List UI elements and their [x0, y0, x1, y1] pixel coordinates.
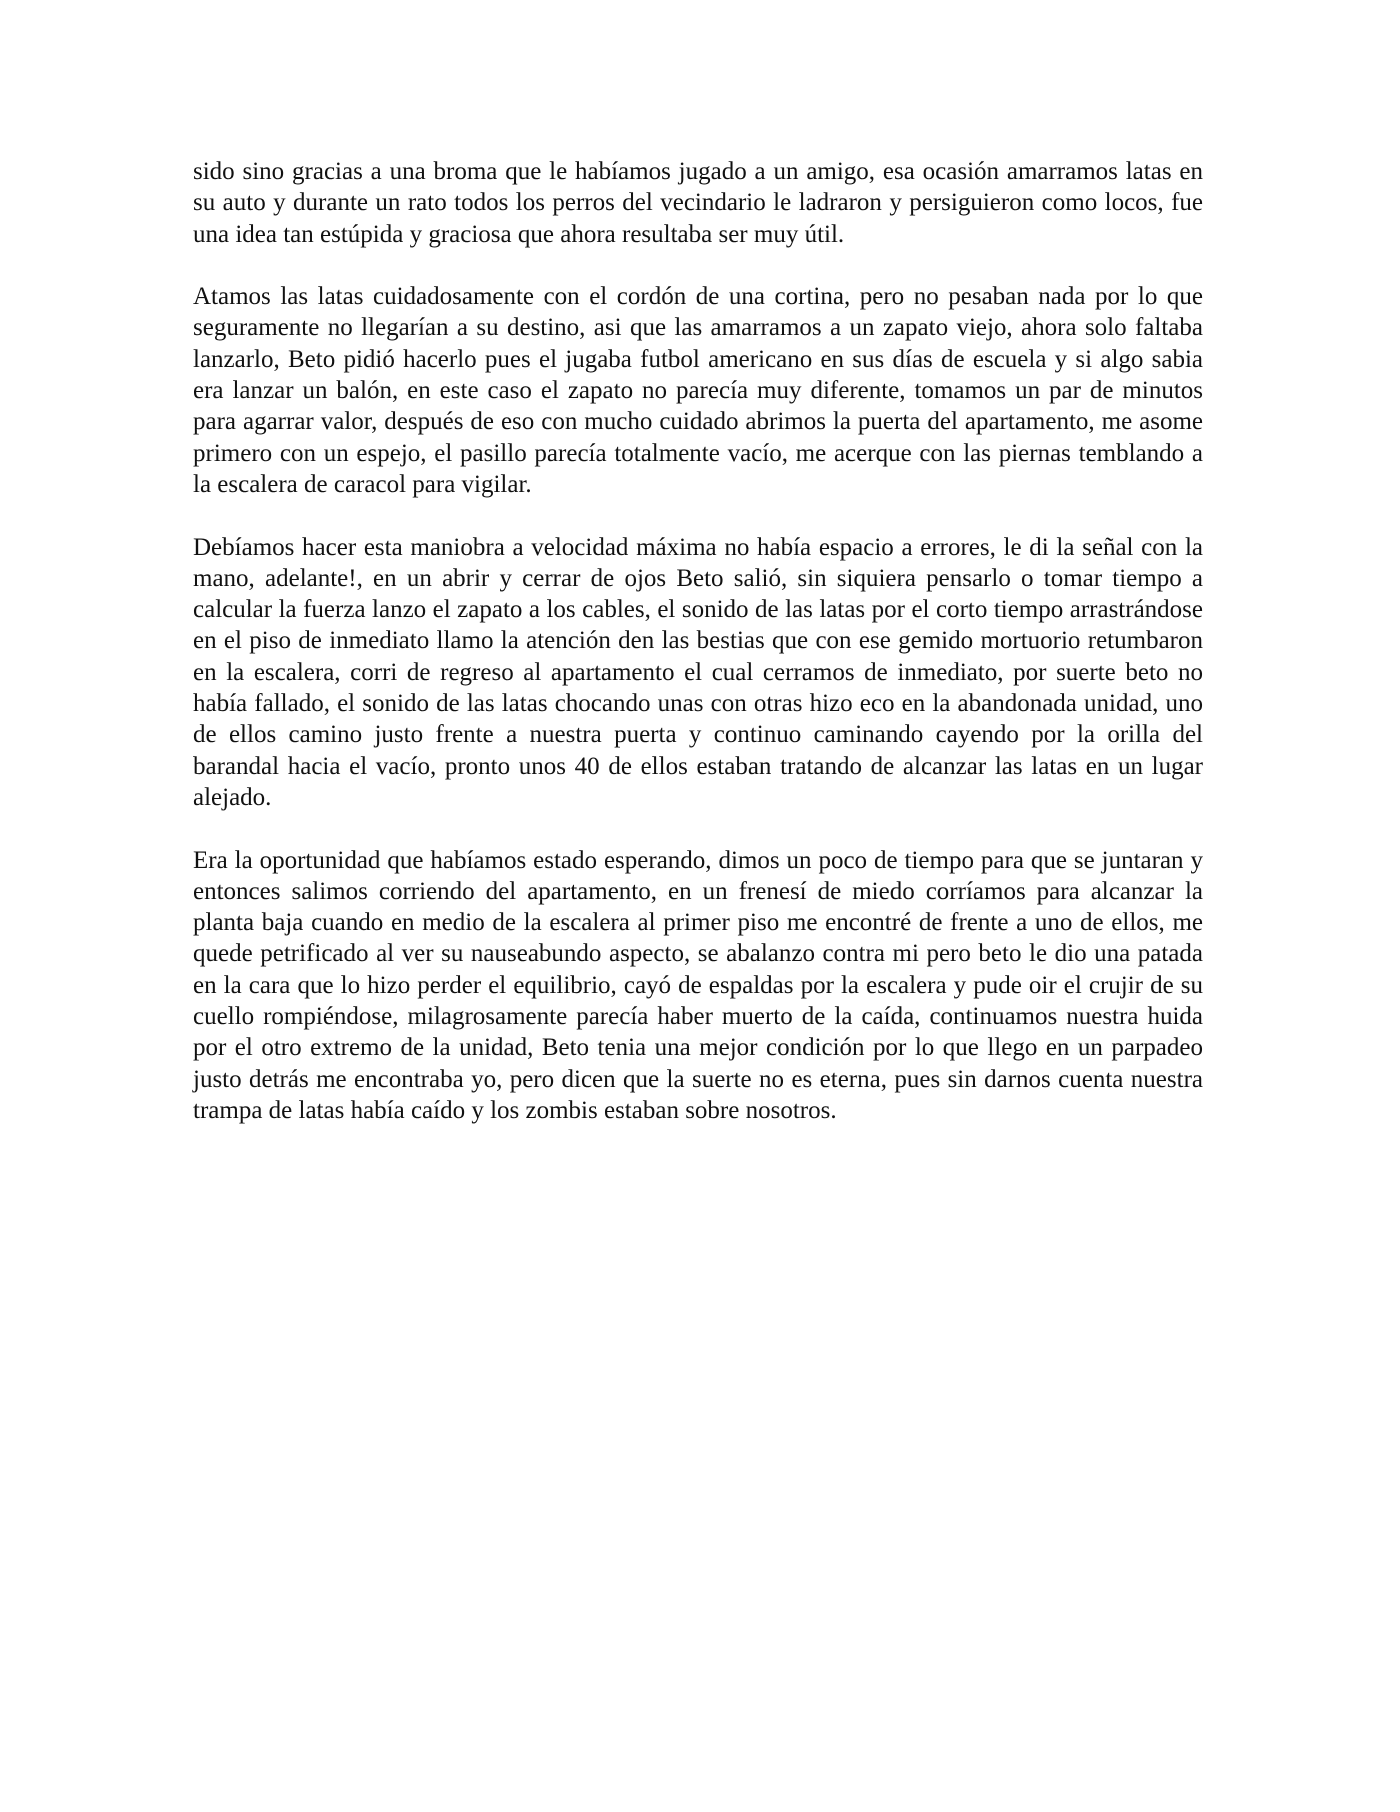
body-text [193, 156, 1203, 1126]
paragraph-4: Era la oportunidad que habíamos estado esperando, dimos un poco de tiempo para que se juntaran y entonces salimos corriendo del apartamento, en un frenesí de miedo corríamos para alcanzar la planta baja cuando en medio de la escalera al primer piso me encontré de frente a uno de ellos, me quede petrificado al ver su nauseabundo aspecto, se abalanzo contra mi pero beto le dio una patada en la cara que lo hizo perder el equilibrio, cayó de espaldas por la escalera y pude oir el crujir de su cuello rompiéndose, milagrosamente parecía haber muerto de la caída, continuamos nuestra huida por el otro extremo de la unidad, Beto tenia una mejor condición por lo que llego en un parpadeo justo detrás me encontraba yo, pero dicen que la suerte no es eterna, pues sin darnos cuenta nuestra trampa de latas había caído y los zombis estaban sobre nosotros. [193, 846, 1203, 1124]
paragraph-1: sido sino gracias a una broma que le habíamos jugado a un amigo, esa ocasión amarramos latas en su auto y durante un rato todos los perros del vecindario le ladraron y persiguieron como locos, fue una idea tan estúpida y graciosa que ahora resultaba ser muy útil. [193, 158, 1203, 248]
paragraph-3: Debíamos hacer esta maniobra a velocidad máxima no había espacio a errores, le di la señal con la mano, adelante!, en un abrir y cerrar de ojos Beto salió, sin siquiera pensarlo o tomar tiempo a calcular la fuerza lanzo el zapato a los cables, el sonido de las latas por el corto tiempo arrastrándose en el piso de inmediato llamo la atención den las bestias que con ese gemido mortuorio retumbaron en la escalera, corri de regreso al apartamento el cual cerramos de inmediato, por suerte beto no había fallado, el sonido de las latas chocando unas con otras hizo eco en la abandonada unidad, uno de ellos camino justo frente a nuestra puerta y continuo caminando cayendo por la orilla del barandal hacia el vacío, pronto unos 40 de ellos estaban tratando de alcanzar las latas en un lugar alejado. [193, 533, 1203, 811]
paragraph-2: Atamos las latas cuidadosamente con el cordón de una cortina, pero no pesaban nada por lo que seguramente no llegarían a su destino, asi que las amarramos a un zapato viejo, ahora solo faltaba lanzarlo, Beto pidió hacerlo pues el jugaba futbol americano en sus días de escuela y si algo sabia era lanzar un balón, en este caso el zapato no parecía muy diferente, tomamos un par de minutos para agarrar valor, después de eso con mucho cuidado abrimos la puerta del apartamento, me asome primero con un espejo, el pasillo parecía totalmente vacío, me acerque con las piernas temblando a la escalera de caracol para vigilar. [193, 283, 1203, 498]
